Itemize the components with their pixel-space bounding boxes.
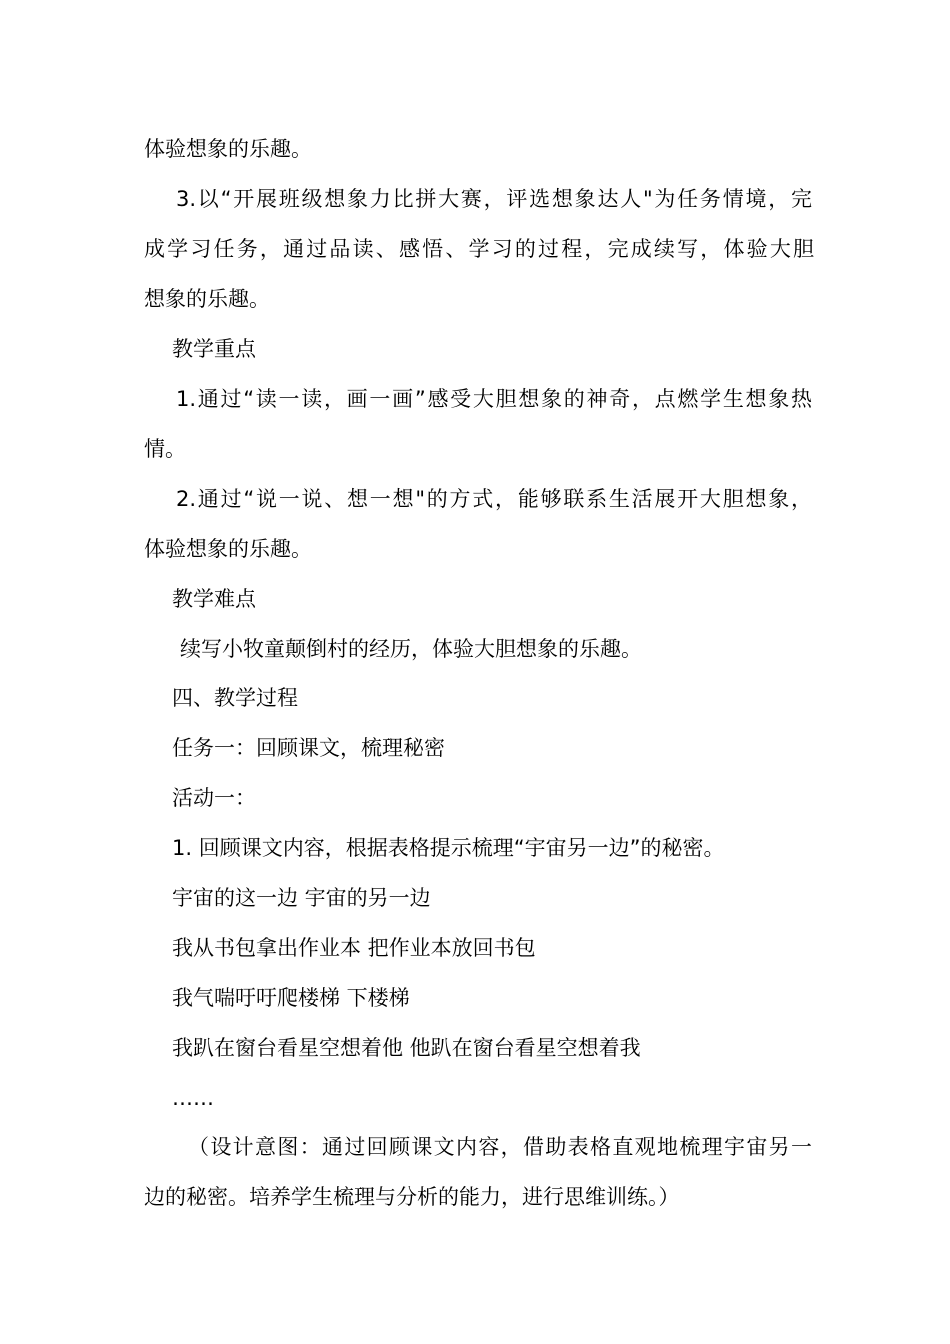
design-intent-line: （设计意图：通过回顾课文内容，借助表格直观地梳理宇宙另一 [188, 1135, 812, 1159]
section-heading: 教学难点 [172, 587, 256, 611]
ellipsis: …… [172, 1086, 214, 1110]
paragraph-line: 1.通过“读一读，画一画”感受大胆想象的神奇，点燃学生想象热 [176, 387, 812, 411]
paragraph-line: 2.通过“说一说、想一想"的方式，能够联系生活展开大胆想象， [176, 487, 812, 511]
paragraph-line: 体验想象的乐趣。 [144, 537, 312, 561]
table-row: 我趴在窗台看星空想着他 他趴在窗台看星空想着我 [172, 1036, 641, 1060]
table-row: 我气喘吁吁爬楼梯 下楼梯 [172, 986, 410, 1010]
activity-heading: 活动一： [172, 786, 256, 810]
design-intent-line: 边的秘密。培养学生梳理与分析的能力，进行思维训练。） [144, 1185, 680, 1209]
section-heading: 四、教学过程 [172, 686, 298, 710]
paragraph-line: 体验想象的乐趣。 [144, 137, 312, 161]
paragraph-line: 1. 回顾课文内容，根据表格提示梳理“宇宙另一边”的秘密。 [172, 836, 725, 860]
paragraph-line: 成学习任务，通过品读、感悟、学习的过程，完成续写，体验大胆 [144, 237, 814, 261]
table-row: 我从书包拿出作业本 把作业本放回书包 [172, 936, 536, 960]
task-heading: 任务一：回顾课文，梳理秘密 [172, 736, 445, 760]
paragraph-line: 情。 [144, 437, 186, 461]
section-heading: 教学重点 [172, 337, 256, 361]
paragraph-line: 想象的乐趣。 [144, 287, 270, 311]
paragraph-line: 3.以“开展班级想象力比拼大赛，评选想象达人"为任务情境，完 [176, 187, 812, 211]
table-header-row: 宇宙的这一边 宇宙的另一边 [172, 886, 431, 910]
paragraph-line: 续写小牧童颠倒村的经历，体验大胆想象的乐趣。 [180, 637, 642, 661]
